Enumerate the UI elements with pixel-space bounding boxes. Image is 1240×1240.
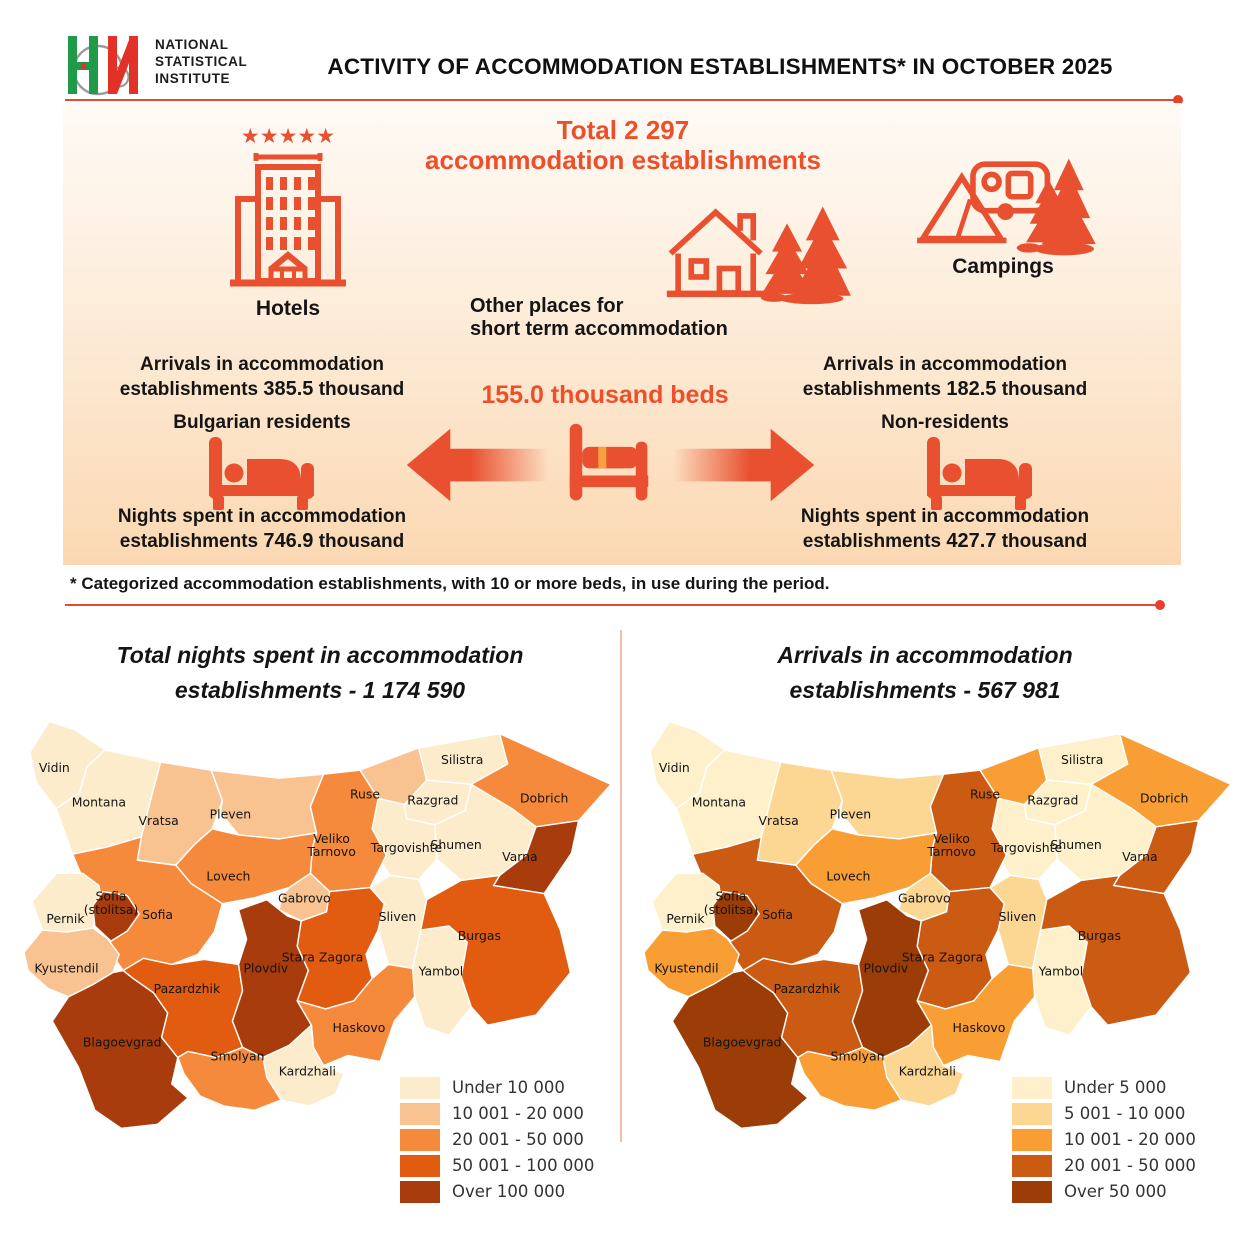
region-label: Dobrich	[1139, 790, 1189, 806]
nights-map-title: Total nights spent in accommodation establishments - 1 174 590	[116, 642, 524, 703]
beds-icon	[559, 417, 659, 509]
legend-label: 20 001 - 50 000	[1064, 1156, 1196, 1175]
region-label: Vidin	[658, 760, 690, 776]
region-label: Burgas	[1077, 928, 1122, 944]
region-label: Kardzhali	[278, 1063, 336, 1079]
summary-panel	[63, 103, 1181, 565]
legend-item	[1012, 1154, 1196, 1177]
region-pleven	[211, 770, 323, 839]
total-beds: 155.0 thousand beds	[481, 381, 729, 409]
legend-swatch	[400, 1103, 440, 1125]
region-label: Varna	[502, 849, 538, 865]
legend-item	[400, 1102, 594, 1125]
legend-item	[400, 1128, 594, 1151]
region-label: Vratsa	[758, 812, 799, 828]
legend-label: 10 001 - 20 000	[452, 1104, 584, 1123]
region-label: Ruse	[349, 786, 381, 802]
legend-label: Under 10 000	[452, 1078, 565, 1097]
legend-item	[1012, 1076, 1196, 1099]
legend-label: 5 001 - 10 000	[1064, 1104, 1186, 1123]
region-label: Vidin	[38, 760, 70, 776]
region-label: Veliko Tarnovo	[307, 830, 356, 860]
short-term-accommodation-icon	[663, 199, 851, 307]
region-label: Haskovo	[332, 1020, 386, 1036]
legend-item	[1012, 1180, 1196, 1203]
region-label: Pleven	[829, 806, 872, 822]
legend-label: 20 001 - 50 000	[452, 1130, 584, 1149]
arrivals-map-legend	[1012, 1076, 1196, 1203]
region-label: Sofia	[762, 906, 794, 922]
region-label: Smolyan	[830, 1048, 885, 1064]
region-label: Sofia	[142, 906, 174, 922]
region-label: Shumen	[1050, 837, 1102, 853]
region-plovdiv	[232, 900, 311, 1058]
region-label: Pernik	[666, 910, 705, 926]
region-label: Yambol	[1038, 963, 1084, 979]
divider-top	[65, 99, 1177, 101]
region-label: Plovdiv	[243, 960, 289, 976]
legend-swatch	[400, 1155, 440, 1177]
region-label: Sofia (stolitsa)	[703, 888, 759, 917]
campings-icon	[915, 153, 1097, 260]
region-label: Lovech	[206, 868, 251, 884]
region-label: Burgas	[457, 928, 502, 944]
legend-swatch	[1012, 1077, 1052, 1099]
svg-text:★★★★★: ★★★★★	[240, 127, 336, 148]
legend-label: 50 001 - 100 000	[452, 1156, 595, 1175]
divider-mid-dot	[1155, 600, 1165, 610]
region-label: Lovech	[826, 868, 871, 884]
region-label: Blagoevgrad	[702, 1034, 782, 1050]
legend-swatch	[1012, 1129, 1052, 1151]
arrow-left-icon	[405, 419, 550, 511]
nights-map-legend	[400, 1076, 594, 1203]
legend-swatch	[400, 1077, 440, 1099]
region-label: Haskovo	[952, 1020, 1006, 1036]
region-label: Pazardzhik	[153, 980, 221, 996]
region-label: Gabrovo	[898, 890, 951, 906]
region-label: Pleven	[209, 806, 252, 822]
legend-item	[1012, 1102, 1196, 1125]
legend-swatch	[1012, 1103, 1052, 1125]
nonresidents-group-label: Non-residents	[881, 412, 1009, 433]
region-plovdiv	[852, 900, 931, 1058]
region-label: Targovishte	[370, 840, 443, 856]
region-label: Blagoevgrad	[82, 1034, 162, 1050]
region-label: Pazardzhik	[773, 980, 841, 996]
nonresidents-bed-icon	[925, 433, 1037, 515]
other-places-label: Other places for short term accommodation	[470, 295, 728, 340]
nights-residents: Nights spent in accommodation establishments 746.9 thousand	[117, 506, 407, 552]
region-label: Montana	[71, 794, 127, 810]
legend-item	[400, 1076, 594, 1099]
region-label: Plovdiv	[863, 960, 909, 976]
legend-swatch	[400, 1181, 440, 1203]
region-label: Razgrad	[1027, 792, 1079, 808]
region-label: Yambol	[418, 963, 464, 979]
residents-group-label: Bulgarian residents	[173, 412, 351, 433]
arrivals-map-title: Arrivals in accommodation establishments - 567 981	[777, 642, 1073, 703]
legend-item	[400, 1180, 594, 1203]
region-label: Sofia (stolitsa)	[83, 888, 139, 917]
region-label: Gabrovo	[278, 890, 331, 906]
arrivals-residents: Arrivals in accommodation establishments 385.5 thousand	[119, 354, 405, 400]
campings-label: Campings	[952, 255, 1054, 278]
region-label: Razgrad	[407, 792, 459, 808]
region-label: Targovishte	[990, 840, 1063, 856]
org-name: NATIONAL STATISTICAL INSTITUTE	[155, 37, 248, 86]
column-divider	[620, 630, 622, 1142]
footnote: * Categorized accommodation establishments, with 10 or more beds, in use during the period.	[70, 574, 830, 593]
region-label: Silistra	[1061, 752, 1104, 768]
region-label: Kyustendil	[654, 960, 719, 976]
legend-label: 10 001 - 20 000	[1064, 1130, 1196, 1149]
legend-swatch	[1012, 1155, 1052, 1177]
legend-label: Under 5 000	[1064, 1078, 1167, 1097]
region-label: Vratsa	[138, 812, 179, 828]
legend-swatch	[1012, 1181, 1052, 1203]
region-label: Shumen	[430, 837, 482, 853]
legend-label: Over 50 000	[1064, 1182, 1167, 1201]
hotels-label: Hotels	[255, 297, 321, 320]
legend-label: Over 100 000	[452, 1182, 566, 1201]
legend-swatch	[400, 1129, 440, 1151]
region-label: Dobrich	[519, 790, 569, 806]
region-pleven	[831, 770, 943, 839]
region-label: Smolyan	[210, 1048, 265, 1064]
region-label: Varna	[1122, 849, 1158, 865]
region-label: Ruse	[969, 786, 1001, 802]
total-establishments: Total 2 297 accommodation establishments	[425, 115, 821, 175]
region-label: Sliven	[998, 908, 1037, 924]
nsi-logo-icon	[64, 26, 142, 100]
region-label: Montana	[691, 794, 747, 810]
arrivals-nonresidents: Arrivals in accommodation establishments 182.5 thousand	[802, 354, 1088, 400]
page-title: ACTIVITY OF ACCOMMODATION ESTABLISHMENTS* IN OCTOBER 2025	[327, 54, 1113, 79]
region-label: Kardzhali	[898, 1063, 956, 1079]
legend-item	[1012, 1128, 1196, 1151]
region-label: Kyustendil	[34, 960, 99, 976]
nights-nonresidents: Nights spent in accommodation establishments 427.7 thousand	[800, 506, 1090, 552]
hotel-icon	[218, 127, 358, 295]
region-label: Stara Zagora	[281, 949, 364, 965]
region-label: Silistra	[441, 752, 484, 768]
region-label: Stara Zagora	[901, 949, 984, 965]
region-label: Pernik	[46, 910, 85, 926]
region-label: Sliven	[378, 908, 417, 924]
residents-bed-icon	[207, 433, 319, 515]
divider-mid	[65, 604, 1160, 606]
region-label: Veliko Tarnovo	[927, 830, 976, 860]
legend-item	[400, 1154, 594, 1177]
